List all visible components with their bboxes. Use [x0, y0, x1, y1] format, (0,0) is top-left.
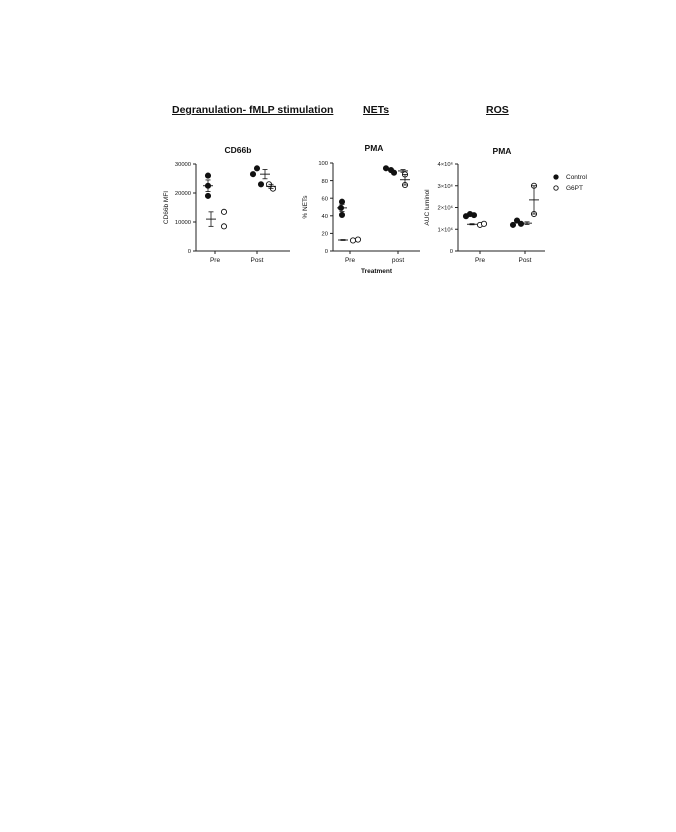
heading-ros: ROS: [486, 104, 509, 116]
x-axis-label: Treatment: [360, 268, 393, 275]
data-point-control: [510, 222, 515, 227]
heading-degranulation: Degranulation- fMLP stimulation: [172, 104, 334, 116]
data-point-control: [518, 221, 523, 226]
data-point-control: [391, 170, 396, 175]
legend-marker-control: [554, 175, 558, 179]
data-point-control: [339, 212, 344, 217]
x-tick-label: Post: [518, 257, 532, 264]
y-axis-label: AUC luminol: [424, 189, 431, 226]
y-tick-label: 40: [321, 214, 328, 220]
y-tick-label: 2×10⁶: [437, 205, 453, 212]
y-tick-label: 20: [321, 231, 328, 238]
legend-marker-g6pt: [554, 186, 558, 190]
data-point-control: [205, 173, 210, 178]
legend-label-control: Control: [566, 174, 587, 182]
data-point-control: [205, 193, 210, 198]
data-point-control: [254, 166, 259, 171]
data-point-control: [383, 166, 388, 171]
y-axis-label: CD66b MFI: [163, 190, 170, 225]
chart-title: CD66b: [224, 145, 252, 155]
y-tick-label: 20000: [174, 191, 191, 198]
data-point-control: [339, 199, 344, 204]
y-tick-label: 1×10⁶: [437, 227, 453, 234]
data-point-g6pt: [221, 224, 226, 229]
x-tick-label: Pre: [344, 257, 356, 264]
data-point-g6pt: [481, 221, 486, 226]
y-tick-label: 0: [449, 249, 453, 256]
x-tick-label: Pre: [474, 257, 486, 264]
y-tick-label: 4×10⁶: [437, 162, 453, 169]
data-point-g6pt: [350, 238, 355, 243]
y-tick-label: 30000: [174, 162, 191, 169]
heading-nets: NETs: [363, 104, 390, 116]
x-tick-label: Post: [250, 257, 264, 264]
chart-title: PMA: [364, 143, 384, 153]
y-tick-label: 0: [187, 249, 191, 256]
chart-title: PMA: [492, 146, 512, 156]
y-tick-label: 60: [321, 196, 328, 203]
y-tick-label: 80: [321, 178, 328, 185]
y-tick-label: 3×10⁶: [437, 183, 453, 190]
y-axis-label: % NETs: [302, 195, 309, 219]
y-tick-label: 10000: [174, 220, 191, 227]
data-point-g6pt: [221, 209, 226, 214]
data-point-control: [258, 182, 263, 187]
x-tick-label: Pre: [209, 257, 221, 264]
data-point-g6pt: [355, 237, 360, 242]
legend-label-g6pt: G6PT: [566, 185, 583, 193]
x-tick-label: post: [391, 257, 405, 264]
y-tick-label: 100: [318, 161, 328, 168]
y-tick-label: 0: [324, 249, 328, 256]
data-point-control: [250, 172, 255, 177]
